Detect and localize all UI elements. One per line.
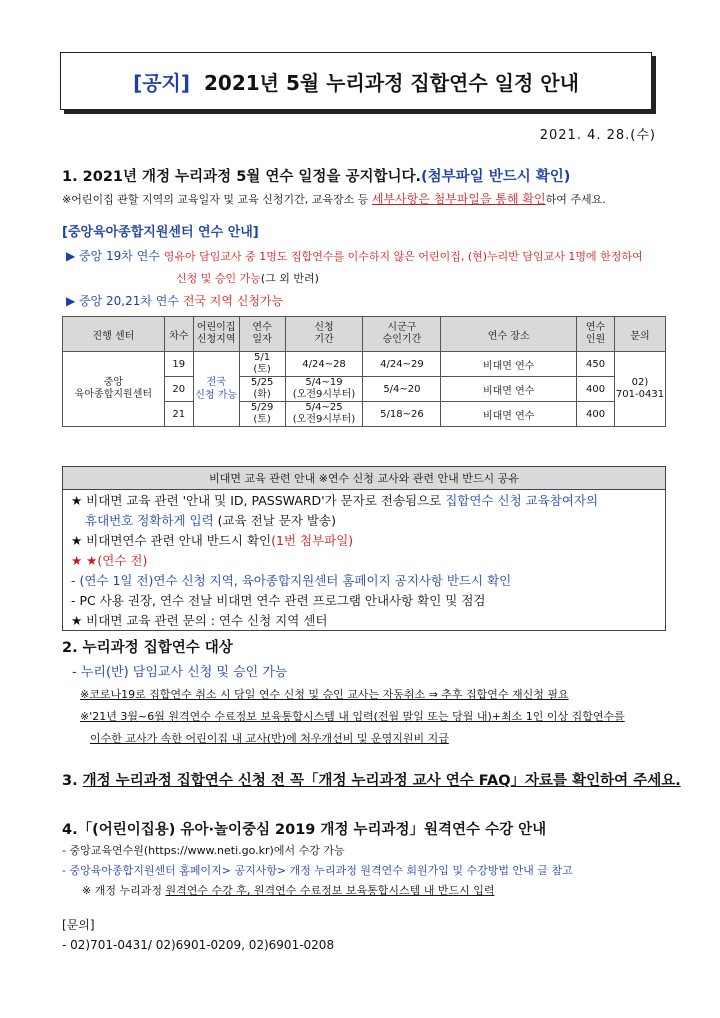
section-2-line-2: ※코로나19로 집합연수 취소 시 당일 연수 신청 및 승인 교사는 자동취소 ⇒ 추후 집합연수 재신청 필요 (80, 688, 569, 701)
approve-cell: 5/4~20 (363, 377, 441, 402)
round-cell: 21 (164, 402, 193, 427)
section-1-heading: 1. 2021년 개정 누리과정 5월 연수 일정을 공지합니다.(첨부파일 반드시 확인) (62, 169, 571, 185)
contact-phones: - 02)701-0431/ 02)6901-0209, 02)6901-0208 (62, 938, 335, 952)
section-1-note: ※어린이집 관할 지역의 교육일자 및 교육 신청기간, 교육장소 등 세부사항은 첨부파일을 통해 확인하여 주세요. (62, 192, 606, 206)
count-cell: 450 (577, 352, 615, 377)
title-box (60, 52, 652, 110)
notice-line: 휴대번호 정확하게 입력 (교육 전날 문자 발송) (85, 513, 336, 528)
place-cell: 비대면 연수 (441, 352, 577, 377)
header-round: 차수 (164, 317, 193, 352)
page-title: 2021년 5월 누리과정 집합연수 일정 안내 (204, 70, 579, 95)
header-place: 연수 장소 (441, 317, 577, 352)
approve-cell: 4/24~29 (363, 352, 441, 377)
section-2-line-3a: ※'21년 3월~6월 원격연수 수료정보 보육통합시스템 내 입력(전월 말일 또는 당월 내)+최소 1인 이상 집합연수를 (80, 710, 625, 723)
online-notice-box (62, 466, 666, 631)
date-cell: 5/25 (화) (239, 377, 285, 402)
place-cell: 비대면 연수 (441, 402, 577, 427)
attachment-note: (첨부파일 반드시 확인) (421, 169, 571, 185)
section-4-line-2: - 중앙육아종합지원센터 홈페이지> 공지사항> 개정 누리과정 원격연수 회원가입 및 수강방법 안내 글 참고 (62, 864, 573, 877)
round-cell: 19 (164, 352, 193, 377)
notice-line: ★ 비대면 교육 관련 문의 : 연수 신청 지역 센터 (71, 613, 328, 628)
notice-line: ★ 비대면연수 관련 안내 반드시 확인(1번 첨부파일) (71, 533, 354, 548)
apply-cell: 4/24~28 (285, 352, 363, 377)
center-cell: 중앙 육아종합지원센터 (63, 352, 165, 427)
table-row (63, 352, 666, 377)
count-cell: 400 (577, 402, 615, 427)
header-date: 연수 일자 (239, 317, 285, 352)
date-cell: 5/29 (토) (239, 402, 285, 427)
header-apply: 신청 기간 (285, 317, 363, 352)
section-4-heading: 4.「(어린이집용) 유아·놀이중심 2019 개정 누리과정」원격연수 수강 안내 (62, 822, 547, 838)
round-cell: 20 (164, 377, 193, 402)
notice-line: - (연수 1일 전)연수 신청 지역, 육아종합지원센터 홈페이지 공지사항 반드시 확인 (71, 573, 512, 588)
notice-line: ★ ★(연수 전) (71, 553, 148, 568)
header-approve: 시군구 승인기간 (363, 317, 441, 352)
contact-cell: 02) 701-0431 (615, 352, 666, 427)
section-4-line-1: - 중앙교육연수원(https://www.neti.go.kr)에서 수강 가능 (62, 844, 345, 857)
apply-cell: 5/4~25 (오전9시부터) (285, 402, 363, 427)
header-contact: 문의 (615, 317, 666, 352)
document-date: 2021. 4. 28.(수) (539, 128, 656, 143)
bullet-round-19: ▶ 중앙 19차 연수 영유아 담임교사 중 1명도 집합연수를 이수하지 않은 어린이집, (현)누리반 담임교사 1명에 한정하여 (66, 249, 643, 263)
count-cell: 400 (577, 377, 615, 402)
title-tag: [공지] (133, 70, 191, 95)
apply-cell: 5/4~19 (오전9시부터) (285, 377, 363, 402)
section-4-line-3: ※ 개정 누리과정 원격연수 수강 후, 원격연수 수료정보 보육통합시스템 내 반드시 입력 (82, 884, 495, 897)
schedule-table (62, 316, 666, 427)
bullet-round-19-cont: 신청 및 승인 가능(그 외 반려) (176, 272, 319, 285)
header-count: 연수 인원 (577, 317, 615, 352)
section-3-heading: 3. 개정 누리과정 집합연수 신청 전 꼭「개정 누리과정 교사 연수 FAQ」자료를 확인하여 주세요. (62, 773, 681, 789)
place-cell: 비대면 연수 (441, 377, 577, 402)
notice-line: ★ 비대면 교육 관련 '안내 및 ID, PASSWARD'가 문자로 전송됨으로 집합연수 신청 교육참여자의 (71, 493, 599, 508)
section-2-line-3b: 이수한 교사가 속한 어린이집 내 교사(반)에 처우개선비 및 운영지원비 지급 (90, 732, 449, 745)
notice-line: - PC 사용 권장, 연수 전날 비대면 연수 관련 프로그램 안내사항 확인 및 점검 (71, 593, 486, 608)
bullet-round-20-21: ▶ 중앙 20,21차 연수 전국 지역 신청가능 (66, 294, 284, 308)
header-region: 어린이집 신청지역 (193, 317, 239, 352)
approve-cell: 5/18~26 (363, 402, 441, 427)
notice-header: 비대면 교육 관련 안내 ※연수 신청 교사와 관련 안내 반드시 공유 (63, 467, 665, 490)
date-cell: 5/1 (토) (239, 352, 285, 377)
section-2-heading: 2. 누리과정 집합연수 대상 (62, 640, 233, 656)
detail-note-red: 세부사항은 첨부파일을 통해 확인 (371, 192, 546, 206)
region-cell: 전국 신청 가능 (193, 352, 239, 427)
center-title: [중앙육아종합지원센터 연수 안내] (62, 225, 259, 240)
section-2-line-1: - 누리(반) 담임교사 신청 및 승인 가능 (72, 665, 288, 680)
contact-label: [문의] (62, 918, 95, 932)
table-header-row (63, 317, 666, 352)
header-center: 진행 센터 (63, 317, 165, 352)
